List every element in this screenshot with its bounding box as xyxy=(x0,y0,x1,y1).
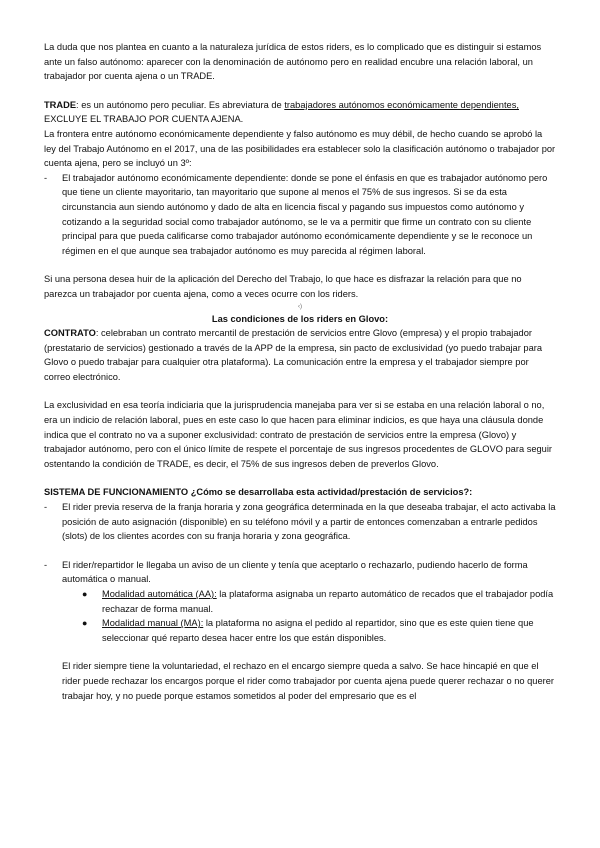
paragraph-exclusividad: La exclusividad en esa teoría indiciaria que la jurisprudencia manejaba para ver si se estaba en una relación laboral o no, era un indicio de relación laboral, pues en este caso lo que hacen para eliminar indicios, es que haya una cláusula donde indica que el contrato no va a suponer exclusividad: contrato de prestación de servicios entre la empresa (Glovo) y trabajador autónomo, pero con el único límite de respete el porcentaje de sus ingresos procedentes de GLOVO para seguir ostentando la condición de TRADE, es decir, el 75% de sus ingresos deben de preverlos Glovo. xyxy=(44,400,553,469)
contrato-label: CONTRATO xyxy=(44,328,96,339)
paragraph-disguise: Si una persona desea huir de la aplicación del Derecho del Trabajo, lo que hace es disfrazar la relación para que no parezca un trabajador por cuenta ajena, como a veces ocurre con los riders. xyxy=(44,274,522,299)
sub-item-manual xyxy=(44,616,556,645)
dash-bullet: - xyxy=(44,502,48,513)
paragraph-contrato xyxy=(44,326,556,384)
paragraph-trade xyxy=(44,98,556,127)
sub-item-automatica xyxy=(44,587,556,616)
trade-text-1: : es un autónomo pero peculiar. Es abreviatura de xyxy=(76,99,285,110)
list-item-text: El rider/repartidor le llegaba un aviso de un cliente y tenía que aceptarlo o rechazarlo, pudiendo hacerlo de forma automática o manual. xyxy=(62,559,528,585)
sistema-heading: SISTEMA DE FUNCIONAMIENTO ¿Cómo se desarrollaba esta actividad/prestación de servicios?: xyxy=(44,487,473,498)
list-item-text: El trabajador autónomo económicamente dependiente: donde se pone el énfasis en que es trabajador autónomo pero que tiene un cliente mayoritario, tan mayoritario que supone al menos el 75% de sus ingresos. Si se da esta circunstancia aun siendo autónomo y dado de alta en licencia fiscal y pagando sus impuestos como autónomo y cotizando a la seguridad social como trabajador autónomo, se le va a permitir que firme un contrato con su cliente principal para que pueda calificarse como trabajador autónomo económicamente dependiente y se le reconoce un régimen en el que aunque sea trabajador autónomo es muy parecida al régimen laboral. xyxy=(62,172,548,256)
trade-underlined: trabajadores autónomos económicamente dependientes, xyxy=(284,99,519,110)
dash-bullet: - xyxy=(44,559,48,570)
paragraph-frontier: La frontera entre autónomo económicamente dependiente y falso autónomo es muy débil, de hecho cuando se aprobó la ley del Trabajo Autónomo en el 2017, una de las posibilidades era establecer solo la clasificación autónomo o trabajador por cuenta ajena, pero se incluyó un 3º: xyxy=(44,128,556,169)
dot-bullet: ● xyxy=(82,589,88,599)
trade-text-2: EXCLUYE EL TRABAJO POR CUENTA AJENA. xyxy=(44,114,244,125)
paragraph-voluntariedad: El rider siempre tiene la voluntariedad, el rechazo en el encargo siempre queda a salvo. Se hace hincapié en que el rider puede rechazar los encargos porque el rider como trabajador por cuenta ajena puede querer rechazar o no querer trabajar hoy, y no puede porque estamos sometidos al poder del empresario que es el xyxy=(62,661,555,701)
glyph-mark: ‹) xyxy=(298,303,302,310)
contrato-text: : celebraban un contrato mercantil de prestación de servicios entre Glovo (empresa) y el propio trabajador (prestatario de servicios) gestionado a través de la APP de la empresa, sin pacto de exclusividad (yo puedo trabajar para Glovo o puedo trabajar para cualquier otra plataforma). La comunicación entre la empresa y el trabajador siempre por correo electrónico. xyxy=(44,328,543,382)
paragraph-intro: La duda que nos plantea en cuanto a la naturaleza jurídica de estos riders, es lo complicado que es distinguir si estamos ante un falso autónomo: aparecer con la denominación de autónomo pero en realidad encubre una relación laboral, un trabajador por cuenta ajena o un TRADE. xyxy=(44,42,542,82)
document-page xyxy=(44,40,556,703)
list-item-aviso xyxy=(44,558,556,587)
dot-bullet: ● xyxy=(82,618,88,629)
list-item-franja xyxy=(44,500,556,544)
list-item-text: El rider previa reserva de la franja horaria y zona geográfica determinada en la que deseaba trabajar, el acto activaba la posición de auto asignación (disponible) en su teléfono móvil y a partir de entonces comenzaban a entrarle pedidos (slots) de los clientes acordes con su franja horaria y zona geográfica. xyxy=(62,502,556,542)
list-item-trade-definition xyxy=(44,171,556,259)
sub-item-label: Modalidad manual (MA): xyxy=(102,618,204,629)
trade-label: TRADE xyxy=(44,99,77,110)
sub-item-text: la plataforma asignaba un reparto automático de recados que el trabajador podía rechazar de forma manual. xyxy=(102,589,554,614)
section-heading: Las condiciones de los riders en Glovo: xyxy=(211,313,389,324)
dash-bullet: - xyxy=(44,172,48,183)
sub-item-text: la plataforma no asigna el pedido al repartidor, sino que es este quien tiene que seleccionar qué reparto desea hacer entre los que están disponibles. xyxy=(102,618,534,643)
sub-item-label: Modalidad automática (AA): xyxy=(102,589,217,599)
